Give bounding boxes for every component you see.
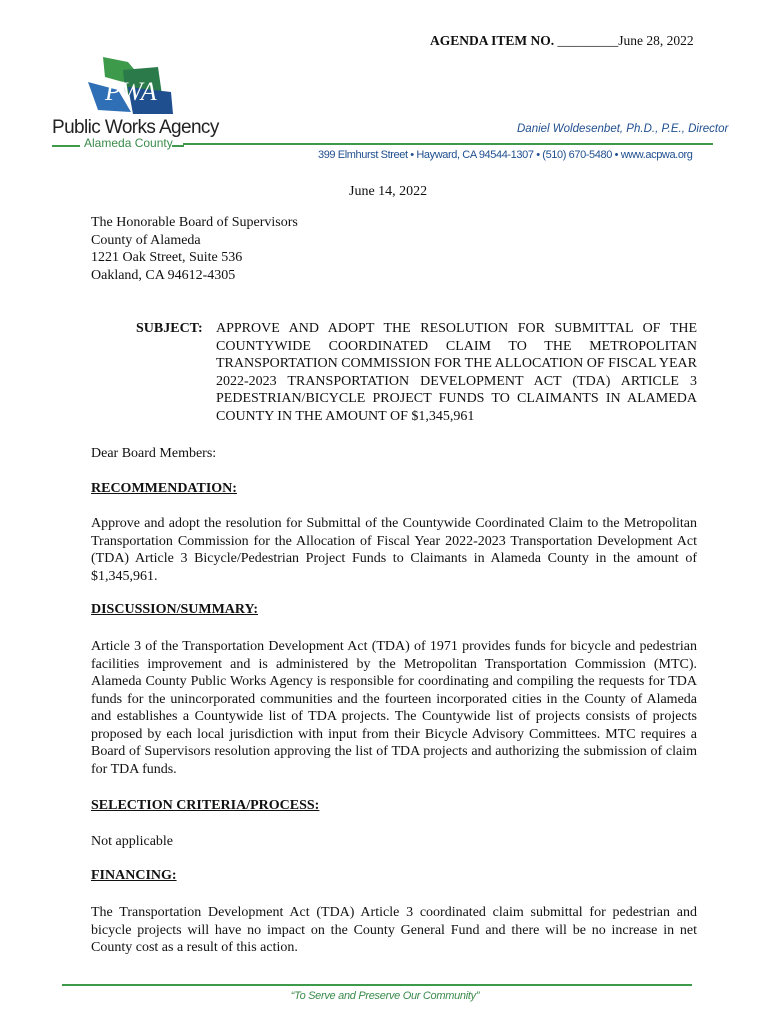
logo-text: PWA	[105, 77, 157, 106]
addressee-line: County of Alameda	[91, 232, 201, 248]
addressee-line: 1221 Oak Street, Suite 536	[91, 250, 243, 265]
addressee-block	[91, 214, 298, 284]
agenda-label: AGENDA ITEM NO.	[430, 33, 555, 48]
agency-address: 399 Elmhurst Street • Hayward, CA 94544-1307 • (510) 670-5480 • www.acpwa.org	[318, 149, 693, 161]
addressee-line: The Honorable Board of Supervisors	[91, 215, 298, 230]
subject-text: APPROVE AND ADOPT THE RESOLUTION FOR SUBMITTAL OF THE COUNTYWIDE COORDINATED CLAIM TO THE METROPOLITAN TRANSPORTATION COMMISSION FOR THE ALLOCATION OF FISCAL YEAR 2022-2023 TRANSPORTATION DEVELOPMENT ACT (TDA) ARTICLE 3 PEDESTRIAN/BICYCLE PROJECT FUNDS TO CLAIMANTS IN ALAMEDA COUNTY IN THE AMOUNT OF $1,345,961	[216, 321, 697, 424]
financing-heading: FINANCING:	[91, 868, 177, 883]
director-name: Daniel Woldesenbet, Ph.D., P.E., Director	[517, 123, 729, 135]
county-name: Alameda County	[84, 136, 173, 150]
subject-label: SUBJECT:	[136, 321, 203, 336]
agenda-blank: _________	[554, 33, 619, 48]
footer-divider	[62, 984, 692, 986]
agenda-item-line	[430, 33, 694, 49]
selection-text: Not applicable	[91, 834, 174, 849]
footer-motto: “To Serve and Preserve Our Community”	[290, 990, 480, 1002]
financing-text: The Transportation Development Act (TDA) Article 3 coordinated claim submittal for pedestrian and bicycle projects will have no impact on the County General Fund and there will be no increase in net County cost as a result of this action.	[91, 905, 697, 955]
recommendation-heading: RECOMMENDATION:	[91, 481, 237, 496]
pwa-logo	[83, 52, 178, 120]
addressee-line: Oakland, CA 94612-4305	[91, 267, 236, 283]
header-divider	[183, 143, 713, 145]
selection-heading: SELECTION CRITERIA/PROCESS:	[91, 798, 320, 813]
agency-name: Public Works Agency	[52, 117, 219, 138]
discussion-text: Article 3 of the Transportation Development Act (TDA) of 1971 provides funds for bicycle and pedestrian facilities improvement and is administered by the Metropolitan Transportation Commission (MTC). Alameda County Public Works Agency is responsible for coordinating and compiling the requests for TDA funds for the unincorporated communities and the fourteen incorporated cities in the County of Alameda and establishes a Countywide list of TDA projects. The Countywide list of projects consists of projects proposed by each local jurisdiction with input from their Bicycle Advisory Committees. MTC requires a Board of Supervisors resolution approving the list of TDA projects and authorizing the submission of claim for TDA funds.	[91, 639, 697, 777]
agenda-date: June 28, 2022	[618, 33, 694, 48]
recommendation-text: Approve and adopt the resolution for Submittal of the Countywide Coordinated Claim to the Metropolitan Transportation Commission for the Allocation of Fiscal Year 2022-2023 Transportation Development Act (TDA) Article 3 Bicycle/Pedestrian Project Funds to Claimants in Alameda County in the amount of $1,345,961.	[91, 516, 697, 584]
discussion-heading: DISCUSSION/SUMMARY:	[91, 602, 259, 617]
salutation: Dear Board Members:	[91, 446, 217, 461]
letter-date: June 14, 2022	[349, 184, 428, 199]
